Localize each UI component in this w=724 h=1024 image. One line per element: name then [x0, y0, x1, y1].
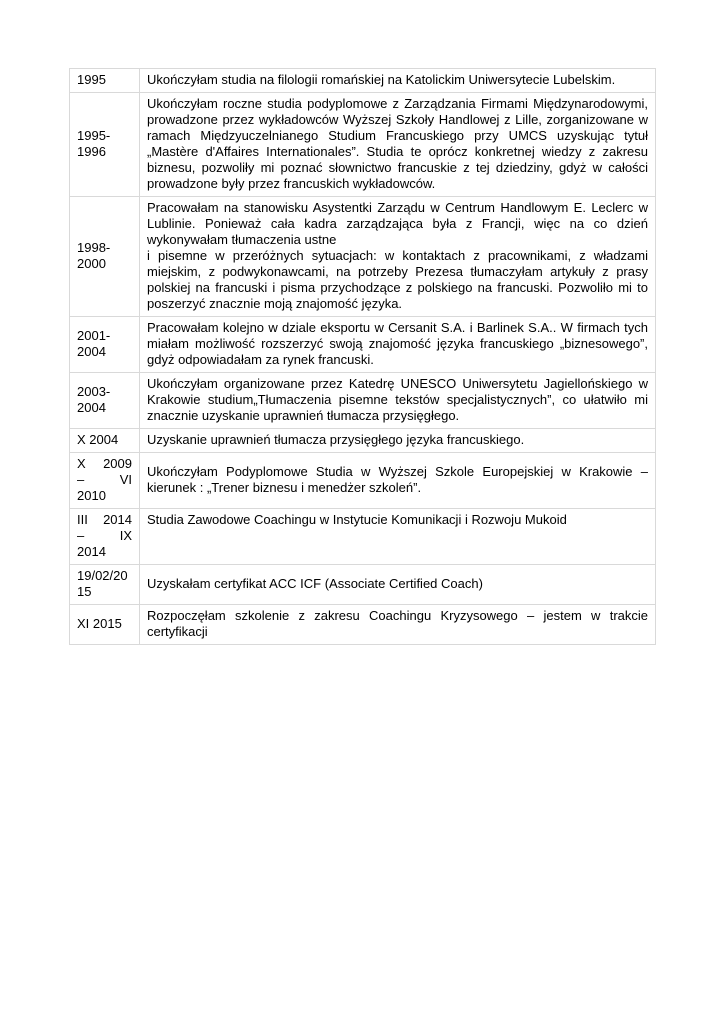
row-date: XI 2015 [70, 605, 140, 645]
row-date: X 2009 – VI 2010 [70, 453, 140, 509]
table-row [70, 453, 656, 509]
row-date: 1995 [70, 69, 140, 93]
table-row [70, 317, 656, 373]
row-description: Ukończyłam organizowane przez Katedrę UNESCO Uniwersytetu Jagiellońskiego w Krakowie studium„Tłumaczenia pisemne tekstów specjalistycznych”, co ułatwiło mi znacznie uzyskanie uprawnień tłumacza przysięgłego. [140, 373, 656, 429]
row-description: Pracowałam na stanowisku Asystentki Zarządu w Centrum Handlowym E. Leclerc w Lublinie. Ponieważ cała kadra zarządzająca była z Francji, więc na co dzień wykonywałam tłumaczenia ustne i pisemne w przeróżnych sytuacjach: w kontaktach z pracownikami, z władzami miejskim, z podwykonawcami, na potrzeby Prezesa tłumaczyłam artykuły z prasy polskiej na francuski i pisma przychodzące z polskiego na francuski. Pozwoliło mi to poszerzyć znacznie moją znajomość języka. [140, 197, 656, 317]
row-description: Pracowałam kolejno w dziale eksportu w Cersanit S.A. i Barlinek S.A.. W firmach tych miałam możliwość rozszerzyć swoją znajomość języka francuskiego „biznesowego”, gdyż odpowiadałam za rynek francuski. [140, 317, 656, 373]
table-row [70, 69, 656, 93]
table-row [70, 93, 656, 197]
row-date: III 2014 – IX 2014 [70, 509, 140, 565]
row-description: Uzyskałam certyfikat ACC ICF (Associate Certified Coach) [140, 565, 656, 605]
row-description: Ukończyłam Podyplomowe Studia w Wyższej Szkole Europejskiej w Krakowie – kierunek : „Trener biznesu i menedżer szkoleń”. [140, 453, 656, 509]
table-row [70, 605, 656, 645]
table-row [70, 197, 656, 317]
row-date: 2003- 2004 [70, 373, 140, 429]
row-date: 1995- 1996 [70, 93, 140, 197]
row-date: X 2004 [70, 429, 140, 453]
row-description: Ukończyłam studia na filologii romańskiej na Katolickim Uniwersytecie Lubelskim. [140, 69, 656, 93]
table-row [70, 429, 656, 453]
row-date: 2001- 2004 [70, 317, 140, 373]
row-description: Rozpoczęłam szkolenie z zakresu Coachingu Kryzysowego – jestem w trakcie certyfikacji [140, 605, 656, 645]
row-date: 1998- 2000 [70, 197, 140, 317]
table-row [70, 373, 656, 429]
row-description: Studia Zawodowe Coachingu w Instytucie Komunikacji i Rozwoju Mukoid [140, 509, 656, 565]
table-row [70, 509, 656, 565]
table-row [70, 565, 656, 605]
row-description: Uzyskanie uprawnień tłumacza przysięgłego języka francuskiego. [140, 429, 656, 453]
row-date: 19/02/20 15 [70, 565, 140, 605]
row-description: Ukończyłam roczne studia podyplomowe z Zarządzania Firmami Międzynarodowymi, prowadzone przez wykładowców Wyższej Szkoły Handlowej z Lille, zorganizowane w ramach Międzyuczelnianego Studium Francuskiego przy UMCS uzyskując tytuł „Mastère d'Affaires Internationales”. Studia te oprócz konkretnej wiedzy z zakresu biznesu, pozwoliły mi poznać słownictwo francuskie z tej dziedziny, gdyż w całości prowadzone były przez francuskich wykładowców. [140, 93, 656, 197]
cv-table [69, 68, 656, 645]
